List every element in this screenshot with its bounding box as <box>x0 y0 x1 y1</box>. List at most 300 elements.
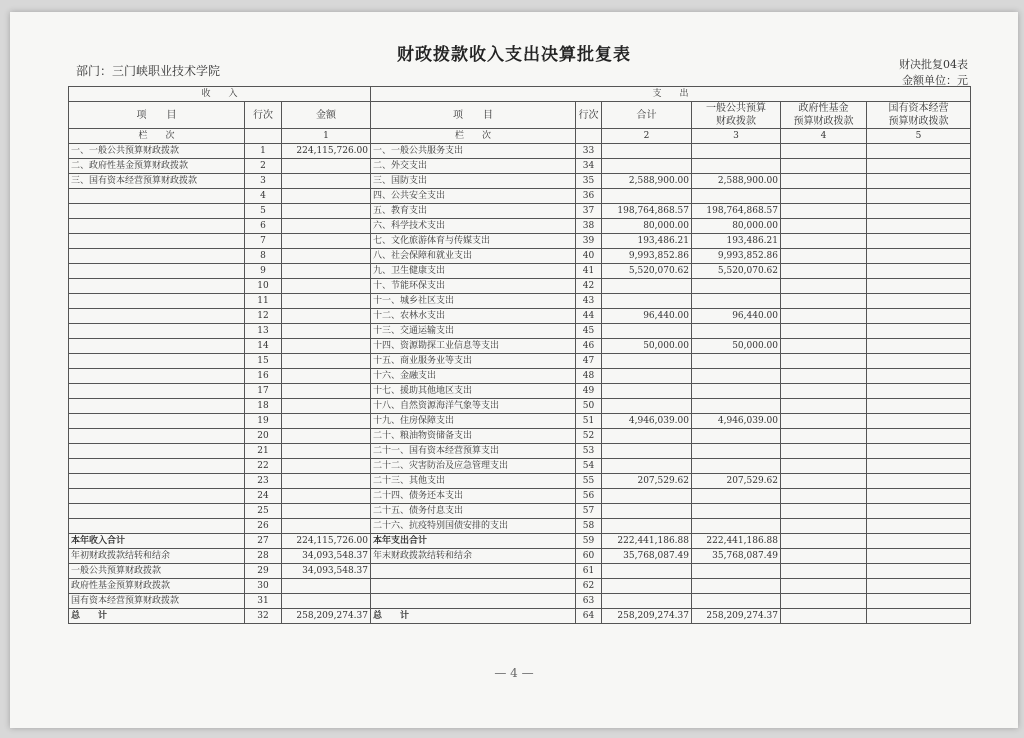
expense-govfund-cell <box>781 444 867 459</box>
table-row <box>69 444 971 459</box>
expense-govfund-cell <box>781 579 867 594</box>
expense-stateasset-cell <box>867 579 971 594</box>
expense-item-cell: 二十二、灾害防治及应急管理支出 <box>371 459 576 474</box>
expense-total-cell <box>602 429 692 444</box>
expense-general-cell <box>692 489 781 504</box>
expense-line-cell: 64 <box>576 609 602 624</box>
expense-govfund-cell <box>781 459 867 474</box>
expense-item-cell: 十六、金融支出 <box>371 369 576 384</box>
income-line-cell: 12 <box>245 309 282 324</box>
expense-total-cell <box>602 459 692 474</box>
expense-item-cell: 三、国防支出 <box>371 174 576 189</box>
income-amount-cell <box>282 234 371 249</box>
expense-general-cell <box>692 369 781 384</box>
income-amount-cell <box>282 444 371 459</box>
expense-line-cell: 54 <box>576 459 602 474</box>
expense-stateasset-cell <box>867 159 971 174</box>
col-index-2: 2 <box>602 129 692 144</box>
income-item-cell <box>69 474 245 489</box>
expense-total-cell: 9,993,852.86 <box>602 249 692 264</box>
expense-stateasset-cell <box>867 519 971 534</box>
expense-govfund-cell <box>781 519 867 534</box>
income-amount-cell <box>282 459 371 474</box>
income-amount-cell <box>282 204 371 219</box>
expense-stateasset-cell <box>867 294 971 309</box>
income-amount-cell <box>282 399 371 414</box>
expense-item-cell: 四、公共安全支出 <box>371 189 576 204</box>
expense-stateasset-cell <box>867 234 971 249</box>
expense-item-cell: 五、教育支出 <box>371 204 576 219</box>
table-row <box>69 219 971 234</box>
form-number: 财决批复04表 <box>899 58 968 71</box>
expense-line-cell: 63 <box>576 594 602 609</box>
stateasset-header-line1: 国有资本经营 <box>888 103 949 114</box>
income-item-cell <box>69 504 245 519</box>
expense-line-cell: 34 <box>576 159 602 174</box>
table-row <box>69 399 971 414</box>
expense-item-cell: 十九、住房保障支出 <box>371 414 576 429</box>
expense-item-cell: 二、外交支出 <box>371 159 576 174</box>
income-line-cell: 2 <box>245 159 282 174</box>
income-line-cell: 23 <box>245 474 282 489</box>
col-index-4: 4 <box>781 129 867 144</box>
expense-item-cell: 十、节能环保支出 <box>371 279 576 294</box>
income-amount-cell: 224,115,726.00 <box>282 144 371 159</box>
table-row <box>69 414 971 429</box>
expense-general-cell <box>692 294 781 309</box>
expense-general-cell <box>692 354 781 369</box>
expense-general-cell: 35,768,087.49 <box>692 549 781 564</box>
general-budget-header-line1: 一般公共预算 <box>706 103 766 114</box>
income-item-cell <box>69 204 245 219</box>
expense-govfund-cell <box>781 609 867 624</box>
expense-general-cell: 193,486.21 <box>692 234 781 249</box>
income-item-cell <box>69 219 245 234</box>
total-header: 合计 <box>602 102 692 129</box>
table-row <box>69 474 971 489</box>
income-item-cell <box>69 309 245 324</box>
income-amount-cell <box>282 429 371 444</box>
expense-stateasset-cell <box>867 174 971 189</box>
income-line-cell: 4 <box>245 189 282 204</box>
table-row <box>69 594 971 609</box>
expense-general-cell <box>692 159 781 174</box>
income-item-cell <box>69 189 245 204</box>
table-row <box>69 564 971 579</box>
expense-general-cell <box>692 429 781 444</box>
table-row <box>69 459 971 474</box>
expense-line-cell: 43 <box>576 294 602 309</box>
expense-line-cell: 61 <box>576 564 602 579</box>
expense-general-cell <box>692 444 781 459</box>
expense-total-cell: 193,486.21 <box>602 234 692 249</box>
expense-total-cell: 258,209,274.37 <box>602 609 692 624</box>
income-amount-cell <box>282 489 371 504</box>
expense-stateasset-cell <box>867 309 971 324</box>
expense-govfund-cell <box>781 474 867 489</box>
expense-header: 支 出 <box>371 87 971 102</box>
income-line-cell: 24 <box>245 489 282 504</box>
income-item-cell <box>69 429 245 444</box>
income-line-cell: 14 <box>245 339 282 354</box>
expense-line-cell: 35 <box>576 174 602 189</box>
income-line-cell: 32 <box>245 609 282 624</box>
expense-stateasset-cell <box>867 144 971 159</box>
expense-stateasset-cell <box>867 219 971 234</box>
expense-line-cell: 48 <box>576 369 602 384</box>
expense-govfund-cell <box>781 279 867 294</box>
expense-govfund-cell <box>781 594 867 609</box>
income-amount-cell <box>282 174 371 189</box>
income-line-cell: 17 <box>245 384 282 399</box>
expense-general-cell: 96,440.00 <box>692 309 781 324</box>
expense-total-cell <box>602 294 692 309</box>
income-item-cell <box>69 369 245 384</box>
income-item-cell: 一、一般公共预算财政拨款 <box>69 144 245 159</box>
expense-general-cell <box>692 459 781 474</box>
expense-total-cell: 222,441,186.88 <box>602 534 692 549</box>
expense-stateasset-cell <box>867 189 971 204</box>
expense-line-cell: 60 <box>576 549 602 564</box>
expense-govfund-cell <box>781 264 867 279</box>
expense-item-cell: 二十、粮油物资储备支出 <box>371 429 576 444</box>
income-item-cell <box>69 354 245 369</box>
expense-total-cell <box>602 594 692 609</box>
expense-line-cell: 53 <box>576 444 602 459</box>
income-line-cell: 29 <box>245 564 282 579</box>
income-line-cell: 13 <box>245 324 282 339</box>
expense-total-cell: 4,946,039.00 <box>602 414 692 429</box>
income-item-cell <box>69 264 245 279</box>
expense-govfund-cell <box>781 249 867 264</box>
expense-stateasset-cell <box>867 399 971 414</box>
income-line-cell: 26 <box>245 519 282 534</box>
expense-line-cell: 44 <box>576 309 602 324</box>
table-row <box>69 429 971 444</box>
expense-general-cell <box>692 564 781 579</box>
expense-line-cell: 38 <box>576 219 602 234</box>
income-amount-cell <box>282 474 371 489</box>
expense-total-cell <box>602 384 692 399</box>
govfund-header-line1: 政府性基金 <box>798 103 849 114</box>
expense-total-cell <box>602 324 692 339</box>
expense-general-cell <box>692 279 781 294</box>
income-item-cell <box>69 339 245 354</box>
col-index-1: 1 <box>282 129 371 144</box>
income-item-cell <box>69 249 245 264</box>
table-row <box>69 159 971 174</box>
expense-govfund-cell <box>781 234 867 249</box>
income-line-cell: 21 <box>245 444 282 459</box>
general-budget-header-line2: 财政拨款 <box>716 116 756 127</box>
expense-stateasset-cell <box>867 459 971 474</box>
expense-total-cell: 35,768,087.49 <box>602 549 692 564</box>
expense-item-cell: 二十四、债务还本支出 <box>371 489 576 504</box>
income-line-header: 行次 <box>245 102 282 129</box>
table-row <box>69 309 971 324</box>
expense-govfund-cell <box>781 564 867 579</box>
income-item-cell <box>69 444 245 459</box>
income-amount-cell <box>282 189 371 204</box>
table-row <box>69 504 971 519</box>
expense-line-cell: 51 <box>576 414 602 429</box>
income-amount-cell <box>282 324 371 339</box>
income-line-cell: 3 <box>245 174 282 189</box>
govfund-header-line2: 预算财政拨款 <box>793 116 854 127</box>
income-amount-cell <box>282 579 371 594</box>
expense-item-cell <box>371 564 576 579</box>
expense-total-cell <box>602 399 692 414</box>
expense-stateasset-cell <box>867 489 971 504</box>
income-amount-cell <box>282 219 371 234</box>
empty-cell <box>576 129 602 144</box>
expense-general-cell <box>692 189 781 204</box>
expense-total-cell <box>602 354 692 369</box>
expense-total-cell: 2,588,900.00 <box>602 174 692 189</box>
table-row <box>69 489 971 504</box>
expense-item-cell: 十八、自然资源海洋气象等支出 <box>371 399 576 414</box>
income-amount-cell: 34,093,548.37 <box>282 564 371 579</box>
income-amount-header: 金额 <box>282 102 371 129</box>
income-line-cell: 6 <box>245 219 282 234</box>
expense-item-cell: 年末财政拨款结转和结余 <box>371 549 576 564</box>
expense-total-cell: 5,520,070.62 <box>602 264 692 279</box>
expense-stateasset-cell <box>867 594 971 609</box>
expense-general-cell: 207,529.62 <box>692 474 781 489</box>
expense-govfund-cell <box>781 549 867 564</box>
income-line-cell: 30 <box>245 579 282 594</box>
expense-stateasset-cell <box>867 384 971 399</box>
expense-stateasset-cell <box>867 324 971 339</box>
income-amount-cell <box>282 249 371 264</box>
expense-total-cell: 80,000.00 <box>602 219 692 234</box>
expense-govfund-cell <box>781 534 867 549</box>
expense-total-cell <box>602 279 692 294</box>
expense-general-cell <box>692 579 781 594</box>
expense-item-cell: 十五、商业服务业等支出 <box>371 354 576 369</box>
expense-govfund-cell <box>781 384 867 399</box>
expense-general-cell: 4,946,039.00 <box>692 414 781 429</box>
income-item-cell: 本年收入合计 <box>69 534 245 549</box>
income-item-cell <box>69 399 245 414</box>
general-budget-header <box>692 102 781 129</box>
table-row <box>69 204 971 219</box>
expense-stateasset-cell <box>867 204 971 219</box>
income-item-cell: 国有资本经营预算财政拨款 <box>69 594 245 609</box>
expense-line-cell: 47 <box>576 354 602 369</box>
income-item-cell <box>69 459 245 474</box>
income-line-cell: 11 <box>245 294 282 309</box>
expense-item-cell: 九、卫生健康支出 <box>371 264 576 279</box>
income-item-cell <box>69 384 245 399</box>
expense-line-cell: 46 <box>576 339 602 354</box>
expense-stateasset-cell <box>867 249 971 264</box>
expense-govfund-cell <box>781 159 867 174</box>
expense-item-cell: 十一、城乡社区支出 <box>371 294 576 309</box>
expense-item-cell: 十七、援助其他地区支出 <box>371 384 576 399</box>
expense-item-cell: 二十一、国有资本经营预算支出 <box>371 444 576 459</box>
page-number: — 4 — <box>494 666 534 680</box>
income-item-cell <box>69 279 245 294</box>
expense-general-cell <box>692 504 781 519</box>
expense-total-cell: 50,000.00 <box>602 339 692 354</box>
col-index-3: 3 <box>692 129 781 144</box>
expense-total-cell <box>602 369 692 384</box>
expense-line-cell: 49 <box>576 384 602 399</box>
income-amount-cell: 34,093,548.37 <box>282 549 371 564</box>
income-item-header: 项 目 <box>69 102 245 129</box>
expense-govfund-cell <box>781 354 867 369</box>
income-item-cell: 总 计 <box>69 609 245 624</box>
expense-line-cell: 55 <box>576 474 602 489</box>
expense-stateasset-cell <box>867 444 971 459</box>
expense-stateasset-cell <box>867 414 971 429</box>
income-amount-cell <box>282 339 371 354</box>
expense-govfund-cell <box>781 339 867 354</box>
table-row <box>69 369 971 384</box>
table-row <box>69 294 971 309</box>
income-amount-cell <box>282 504 371 519</box>
table-row <box>69 174 971 189</box>
amount-unit: 金额单位：元 <box>902 74 968 87</box>
expense-line-cell: 59 <box>576 534 602 549</box>
income-item-cell <box>69 294 245 309</box>
expense-item-cell: 总 计 <box>371 609 576 624</box>
table-row <box>69 339 971 354</box>
empty-cell <box>245 129 282 144</box>
expense-govfund-cell <box>781 294 867 309</box>
document-page <box>10 12 1018 728</box>
income-line-cell: 22 <box>245 459 282 474</box>
income-amount-cell <box>282 594 371 609</box>
income-item-cell: 三、国有资本经营预算财政拨款 <box>69 174 245 189</box>
income-line-cell: 8 <box>245 249 282 264</box>
expense-total-cell <box>602 489 692 504</box>
income-item-cell: 年初财政拨款结转和结余 <box>69 549 245 564</box>
income-amount-cell <box>282 384 371 399</box>
expense-stateasset-cell <box>867 429 971 444</box>
expense-total-cell <box>602 564 692 579</box>
expense-total-cell <box>602 519 692 534</box>
income-line-cell: 1 <box>245 144 282 159</box>
table-row <box>69 234 971 249</box>
expense-stateasset-cell <box>867 369 971 384</box>
expense-item-cell <box>371 594 576 609</box>
expense-general-cell: 2,588,900.00 <box>692 174 781 189</box>
income-amount-cell <box>282 264 371 279</box>
expense-stateasset-cell <box>867 534 971 549</box>
table-row <box>69 549 971 564</box>
expense-line-cell: 57 <box>576 504 602 519</box>
table-row <box>69 354 971 369</box>
expense-govfund-cell <box>781 324 867 339</box>
expense-govfund-cell <box>781 429 867 444</box>
expense-general-cell <box>692 384 781 399</box>
income-line-cell: 5 <box>245 204 282 219</box>
expense-item-cell <box>371 579 576 594</box>
table-row <box>69 324 971 339</box>
expense-general-cell: 198,764,868.57 <box>692 204 781 219</box>
stateasset-header-line2: 预算财政拨款 <box>888 116 949 127</box>
expense-total-cell <box>602 579 692 594</box>
table-row <box>69 249 971 264</box>
table-row <box>69 579 971 594</box>
expense-general-cell <box>692 519 781 534</box>
income-item-cell: 一般公共预算财政拨款 <box>69 564 245 579</box>
income-amount-cell <box>282 279 371 294</box>
department-label: 部门：三门峡职业技术学院 <box>76 64 221 78</box>
expense-line-cell: 58 <box>576 519 602 534</box>
income-amount-cell <box>282 159 371 174</box>
expense-general-cell <box>692 399 781 414</box>
income-amount-cell <box>282 369 371 384</box>
table-row <box>69 534 971 549</box>
expense-item-cell: 八、社会保障和就业支出 <box>371 249 576 264</box>
expense-govfund-cell <box>781 414 867 429</box>
expense-govfund-cell <box>781 309 867 324</box>
expense-line-cell: 37 <box>576 204 602 219</box>
expense-line-cell: 52 <box>576 429 602 444</box>
expense-stateasset-cell <box>867 279 971 294</box>
expense-item-cell: 二十五、债务付息支出 <box>371 504 576 519</box>
income-item-cell <box>69 414 245 429</box>
income-item-cell <box>69 234 245 249</box>
expense-line-header: 行次 <box>576 102 602 129</box>
income-line-cell: 27 <box>245 534 282 549</box>
expense-stateasset-cell <box>867 264 971 279</box>
expense-govfund-cell <box>781 144 867 159</box>
expense-line-cell: 36 <box>576 189 602 204</box>
expense-item-cell: 七、文化旅游体育与传媒支出 <box>371 234 576 249</box>
expense-stateasset-cell <box>867 549 971 564</box>
expense-lanci-label: 栏 次 <box>371 129 576 144</box>
expense-item-cell: 十三、交通运输支出 <box>371 324 576 339</box>
income-line-cell: 9 <box>245 264 282 279</box>
expense-govfund-cell <box>781 204 867 219</box>
income-amount-cell <box>282 294 371 309</box>
income-item-cell <box>69 519 245 534</box>
income-item-cell: 政府性基金预算财政拨款 <box>69 579 245 594</box>
table-row <box>69 189 971 204</box>
expense-total-cell: 96,440.00 <box>602 309 692 324</box>
expense-line-cell: 45 <box>576 324 602 339</box>
income-line-cell: 19 <box>245 414 282 429</box>
expense-total-cell <box>602 504 692 519</box>
page-title: 财政拨款收入支出决算批复表 <box>397 45 631 65</box>
table-row <box>69 264 971 279</box>
expense-govfund-cell <box>781 219 867 234</box>
income-line-cell: 18 <box>245 399 282 414</box>
income-amount-cell <box>282 309 371 324</box>
expense-line-cell: 41 <box>576 264 602 279</box>
expense-general-cell: 50,000.00 <box>692 339 781 354</box>
expense-general-cell <box>692 594 781 609</box>
expense-line-cell: 56 <box>576 489 602 504</box>
income-line-cell: 31 <box>245 594 282 609</box>
col-index-5: 5 <box>867 129 971 144</box>
income-amount-cell <box>282 354 371 369</box>
expense-general-cell: 258,209,274.37 <box>692 609 781 624</box>
expense-stateasset-cell <box>867 474 971 489</box>
expense-total-cell: 198,764,868.57 <box>602 204 692 219</box>
income-line-cell: 25 <box>245 504 282 519</box>
table-row <box>69 519 971 534</box>
table-row <box>69 609 971 624</box>
expense-item-cell: 二十三、其他支出 <box>371 474 576 489</box>
expense-govfund-cell <box>781 489 867 504</box>
income-line-cell: 20 <box>245 429 282 444</box>
expense-total-cell <box>602 159 692 174</box>
